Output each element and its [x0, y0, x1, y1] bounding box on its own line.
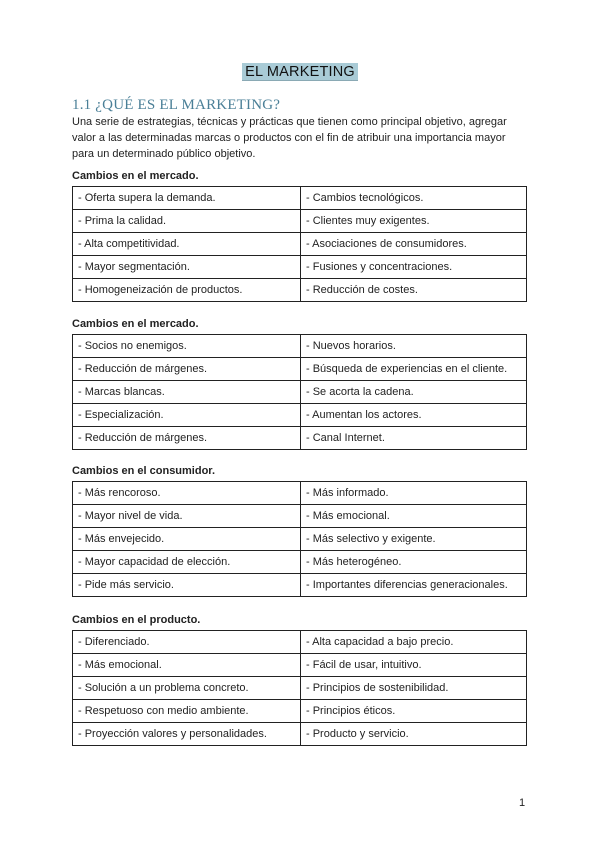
table-row — [73, 210, 527, 233]
table-cell: - Clientes muy exigentes. — [301, 210, 527, 233]
table-cell: - Principios de sostenibilidad. — [301, 677, 527, 700]
table-cell: - Más envejecido. — [73, 528, 301, 551]
table-row — [73, 256, 527, 279]
table-cell: - Reducción de costes. — [301, 279, 527, 302]
table-cell: - Más emocional. — [301, 505, 527, 528]
table-cell: - Aumentan los actores. — [301, 404, 527, 427]
intro-line: valor a las determinadas marcas o productos con el fin de atribuir una importancia mayor — [72, 132, 506, 144]
table-cell: - Cambios tecnológicos. — [301, 187, 527, 210]
table-cell: - Oferta supera la demanda. — [73, 187, 301, 210]
table-cell: - Mayor capacidad de elección. — [73, 551, 301, 574]
table-cell: - Búsqueda de experiencias en el cliente. — [301, 358, 527, 381]
table-cell: - Reducción de márgenes. — [73, 358, 301, 381]
table-row — [73, 677, 527, 700]
table-row — [73, 233, 527, 256]
changes-table — [72, 630, 527, 746]
table-cell: - Fácil de usar, intuitivo. — [301, 654, 527, 677]
table-cell: - Socios no enemigos. — [73, 335, 301, 358]
intro-line: para un determinado público objetivo. — [72, 148, 256, 160]
page-number: 1 — [519, 797, 526, 809]
table-row — [73, 700, 527, 723]
table-row — [73, 574, 527, 597]
table-cell: - Pide más servicio. — [73, 574, 301, 597]
intro-line: Una serie de estrategias, técnicas y prácticas que tienen como principal objetivo, agregar — [72, 116, 507, 128]
table-row — [73, 358, 527, 381]
table-cell: - Mayor segmentación. — [73, 256, 301, 279]
table-cell: - Fusiones y concentraciones. — [301, 256, 527, 279]
table-cell: - Solución a un problema concreto. — [73, 677, 301, 700]
table-row — [73, 404, 527, 427]
table-cell: - Prima la calidad. — [73, 210, 301, 233]
table-row — [73, 427, 527, 450]
table-cell: - Importantes diferencias generacionales. — [301, 574, 527, 597]
table-row — [73, 187, 527, 210]
table-row — [73, 654, 527, 677]
table-cell: - Más heterogéneo. — [301, 551, 527, 574]
table-cell: - Más informado. — [301, 482, 527, 505]
section-title: Cambios en el consumidor. — [72, 465, 216, 477]
table-cell: - Más selectivo y exigente. — [301, 528, 527, 551]
table-cell: - Marcas blancas. — [73, 381, 301, 404]
table-cell: - Se acorta la cadena. — [301, 381, 527, 404]
section-market-2 — [72, 317, 527, 450]
document-title: EL MARKETING — [242, 63, 358, 81]
section-market-1 — [72, 169, 527, 302]
table-cell: - Producto y servicio. — [301, 723, 527, 746]
table-row — [73, 528, 527, 551]
table-cell: - Alta capacidad a bajo precio. — [301, 631, 527, 654]
table-cell: - Canal Internet. — [301, 427, 527, 450]
changes-table — [72, 186, 527, 302]
table-cell: - Reducción de márgenes. — [73, 427, 301, 450]
table-cell: - Proyección valores y personalidades. — [73, 723, 301, 746]
table-row — [73, 723, 527, 746]
table-row — [73, 482, 527, 505]
changes-table — [72, 481, 527, 597]
intro-paragraph — [72, 114, 532, 162]
table-cell: - Respetuoso con medio ambiente. — [73, 700, 301, 723]
table-cell: - Mayor nivel de vida. — [73, 505, 301, 528]
table-cell: - Diferenciado. — [73, 631, 301, 654]
table-row — [73, 551, 527, 574]
table-cell: - Asociaciones de consumidores. — [301, 233, 527, 256]
table-row — [73, 631, 527, 654]
section-title: Cambios en el producto. — [72, 614, 201, 626]
section-heading: 1.1 ¿QUÉ ES EL MARKETING? — [72, 97, 281, 113]
section-product — [72, 613, 527, 746]
table-row — [73, 505, 527, 528]
section-consumer — [72, 464, 527, 597]
table-cell: - Alta competitividad. — [73, 233, 301, 256]
title-wrapper — [0, 63, 600, 81]
table-cell: - Más emocional. — [73, 654, 301, 677]
table-row — [73, 335, 527, 358]
table-row — [73, 381, 527, 404]
table-cell: - Especialización. — [73, 404, 301, 427]
table-row — [73, 279, 527, 302]
section-title: Cambios en el mercado. — [72, 318, 199, 330]
table-cell: - Más rencoroso. — [73, 482, 301, 505]
table-cell: - Principios éticos. — [301, 700, 527, 723]
table-cell: - Nuevos horarios. — [301, 335, 527, 358]
table-cell: - Homogeneización de productos. — [73, 279, 301, 302]
section-title: Cambios en el mercado. — [72, 170, 199, 182]
changes-table — [72, 334, 527, 450]
